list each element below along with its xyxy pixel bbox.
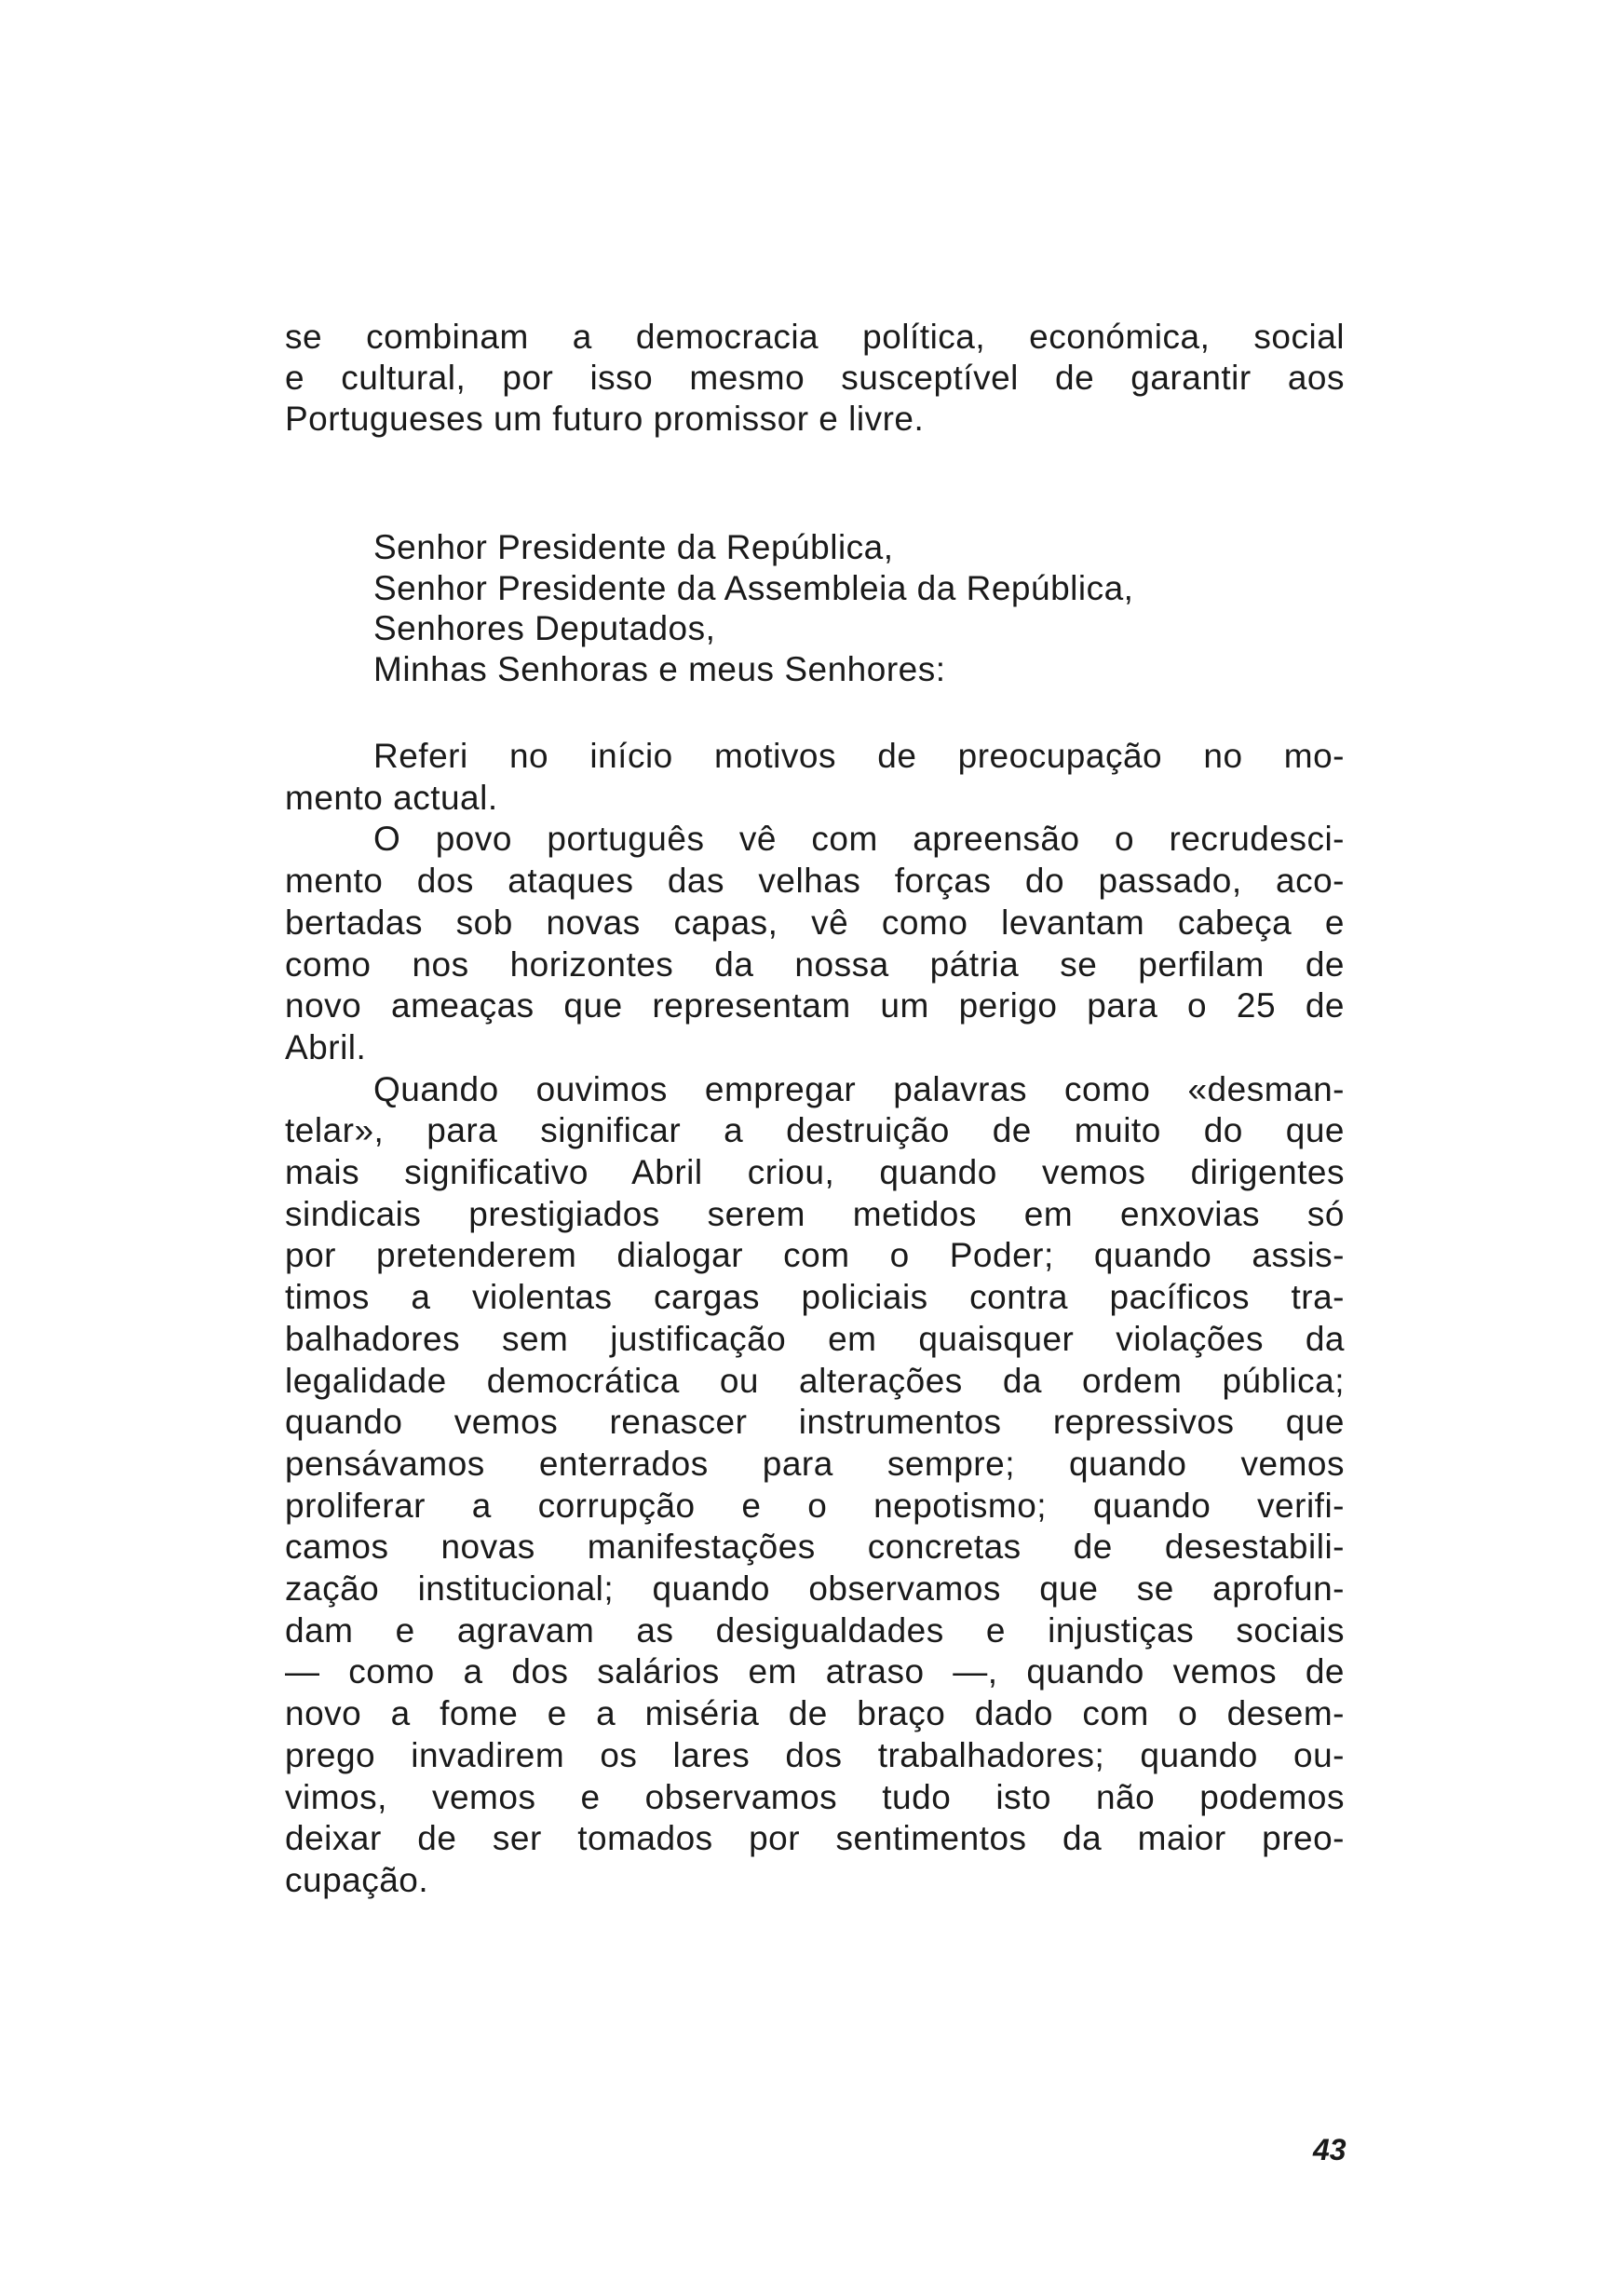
text-line: — como a dos salários em atraso —, quando vemos de <box>285 1652 1345 1691</box>
salutation-line: Senhor Presidente da Assembleia da República, <box>373 568 1134 607</box>
text-line: como nos horizontes da nossa pátria se perfilam de <box>285 944 1345 984</box>
text-line: mento dos ataques das velhas forças do passado, aco- <box>285 862 1345 901</box>
text-line: dam e agravam as desigualdades e injustiças sociais <box>285 1610 1345 1650</box>
text-line: proliferar a corrupção e o nepotismo; quando verifi- <box>285 1486 1345 1525</box>
text-line: se combinam a democracia política, económica, social <box>285 318 1345 356</box>
body-text <box>285 736 1345 1902</box>
salutation-line: Minhas Senhoras e meus Senhores: <box>373 649 946 688</box>
text-line: legalidade democrática ou alterações da ordem pública; <box>285 1361 1345 1400</box>
text-line: e cultural, por isso mesmo susceptível de garantir aos <box>285 359 1345 397</box>
text-line: zação institucional; quando observamos que se aprofun- <box>285 1569 1345 1609</box>
text-line: timos a violentas cargas policiais contra pacíficos tra- <box>285 1278 1345 1317</box>
text-line: prego invadirem os lares dos trabalhadores; quando ou- <box>285 1735 1345 1774</box>
text-line: cupação. <box>285 1860 429 1899</box>
text-line: Portugueses um futuro promissor e livre. <box>285 400 925 438</box>
salutation-line: Senhores Deputados, <box>373 609 716 647</box>
text-line: Referi no início motivos de preocupação no mo- <box>373 737 1345 775</box>
salutation-block <box>373 527 1342 689</box>
text-line: mento actual. <box>285 778 498 817</box>
text-line: novo a fome e a miséria de braço dado com o desem- <box>285 1694 1345 1733</box>
text-line: balhadores sem justificação em quaisquer violações da <box>285 1319 1345 1358</box>
text-line: telar», para significar a destruição de muito do que <box>285 1111 1345 1150</box>
intro-paragraph <box>285 317 1345 440</box>
salutation-line: Senhor Presidente da República, <box>373 528 894 566</box>
text-line: por pretenderem dialogar com o Poder; quando assis- <box>285 1236 1345 1275</box>
text-line: Quando ouvimos empregar palavras como «desman- <box>373 1069 1345 1108</box>
text-line: mais significativo Abril criou, quando vemos dirigentes <box>285 1153 1345 1192</box>
text-line: sindicais prestigiados serem metidos em enxovias só <box>285 1194 1345 1233</box>
text-line: bertadas sob novas capas, vê como levantam cabeça e <box>285 903 1345 942</box>
text-line: novo ameaças que representam um perigo para o 25 de <box>285 986 1345 1025</box>
text-line: camos novas manifestações concretas de desestabili- <box>285 1528 1345 1567</box>
text-line: pensávamos enterrados para sempre; quando vemos <box>285 1444 1345 1483</box>
page-number: 43 <box>1313 2133 1347 2166</box>
text-line: vimos, vemos e observamos tudo isto não podemos <box>285 1777 1345 1816</box>
text-line: deixar de ser tomados por sentimentos da maior preo- <box>285 1819 1345 1858</box>
text-line: O povo português vê com apreensão o recrudesci- <box>373 820 1345 859</box>
text-line: Abril. <box>285 1027 367 1066</box>
text-line: quando vemos renascer instrumentos repressivos que <box>285 1403 1345 1442</box>
